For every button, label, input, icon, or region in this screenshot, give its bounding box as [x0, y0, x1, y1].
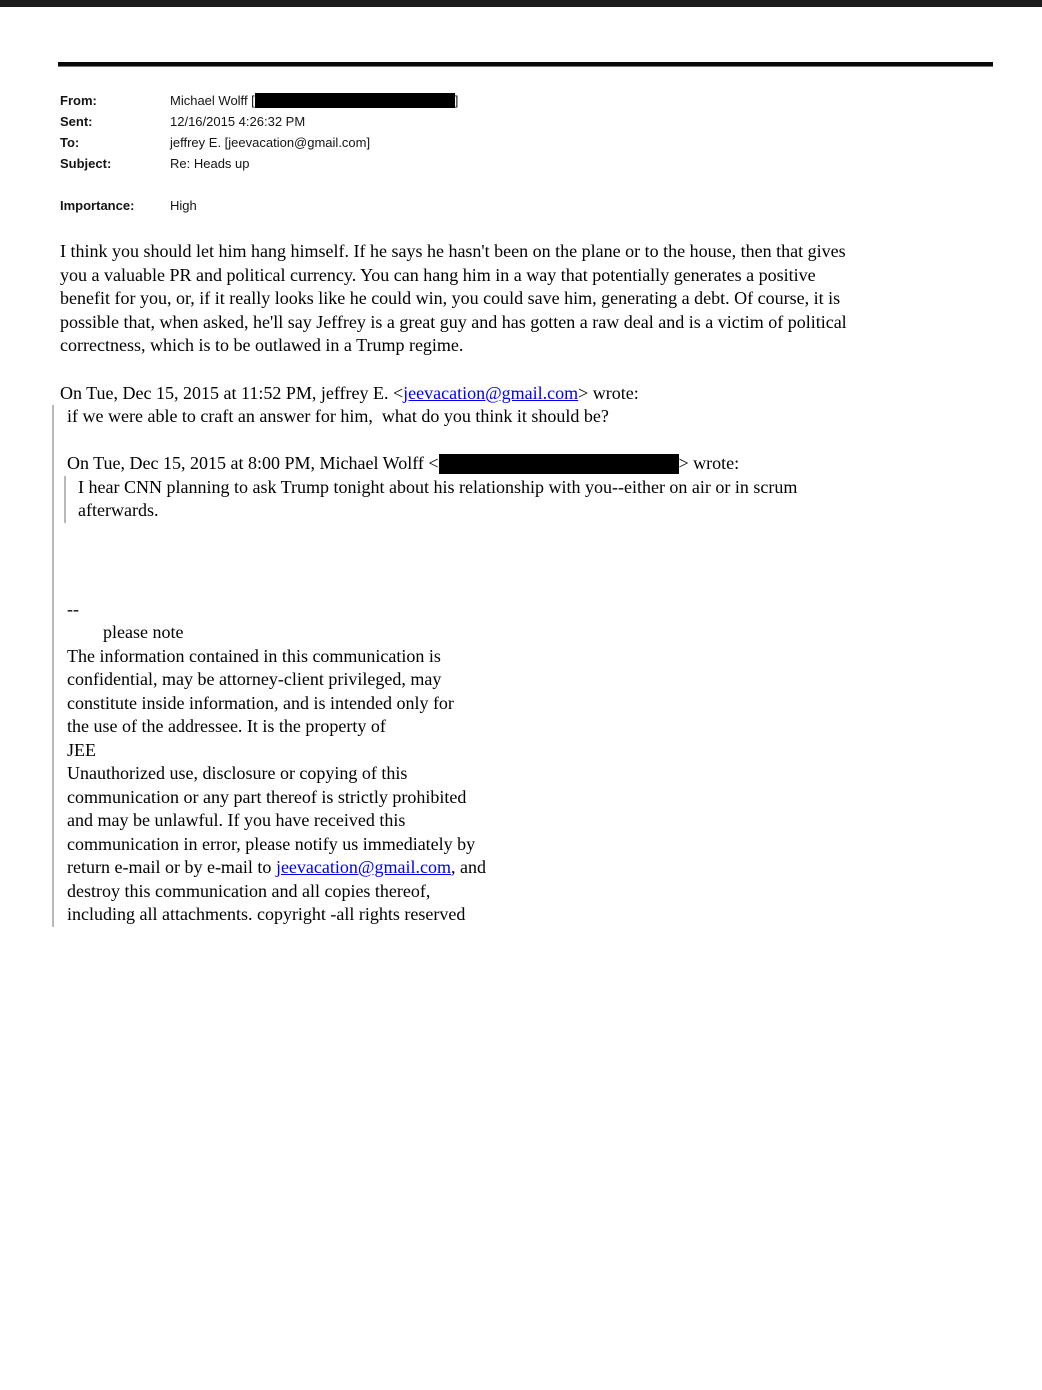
text-line: constitute inside information, and is intended only for — [67, 692, 454, 713]
quote1-text: if we were able to craft an answer for him, what do you think it should be? — [67, 406, 609, 426]
top-border-bar — [0, 0, 1042, 7]
disclaimer-part2 — [67, 880, 957, 927]
quoted-reply-level2 — [64, 476, 957, 523]
message-paragraph — [60, 240, 957, 358]
quote2-text — [78, 476, 957, 523]
redaction-bar — [255, 93, 455, 108]
email-link[interactable]: jeevacation@gmail.com — [403, 382, 579, 403]
blank-line — [67, 429, 957, 453]
text-line: I hear CNN planning to ask Trump tonight about his relationship with you--either on air or in scrum — [78, 476, 798, 497]
subject-value: Re: Heads up — [170, 156, 250, 171]
email-body — [60, 240, 957, 927]
text-line: communication or any part thereof is strictly prohibited — [67, 786, 467, 807]
signature-block — [67, 598, 957, 927]
disclaimer-part1 — [67, 645, 957, 857]
header-field-subject — [60, 153, 957, 174]
header-field-sent — [60, 111, 957, 132]
quote2-attribution: On Tue, Dec 15, 2015 at 8:00 PM, Michael Wolff < > wrote: — [67, 453, 740, 473]
header-field-to — [60, 132, 957, 153]
text-line: benefit for you, or, if it really looks like he could win, you could save him, generating a debt. Of course, it is — [60, 288, 841, 308]
text-line: and may be unlawful. If you have received this — [67, 810, 406, 830]
text-line: The information contained in this communication is — [67, 645, 441, 666]
header-divider — [58, 62, 993, 67]
text-line: Unauthorized use, disclosure or copying of this — [67, 763, 408, 783]
signature-dashes: -- — [67, 598, 79, 619]
from-label: From: — [60, 93, 97, 108]
sent-label: Sent: — [60, 114, 93, 129]
text-line: destroy this communication and all copies thereof, — [67, 880, 431, 901]
text-line: JEE — [67, 739, 96, 760]
from-value: Michael Wolff [ ] — [170, 93, 459, 108]
disclaimer-link-line: return e-mail or by e-mail to jeevacation@gmail.com, and — [67, 857, 486, 877]
text-line: you a valuable PR and political currency. You can hang him in a way that potentially generates a positive — [60, 264, 816, 285]
email-content — [60, 90, 957, 927]
email-link[interactable]: jeevacation@gmail.com — [275, 857, 451, 877]
header-field-from — [60, 90, 957, 111]
text-line: communication in error, please notify us immediately by — [67, 833, 476, 854]
text-line: the use of the addressee. It is the property of — [67, 716, 386, 736]
text-line: I think you should let him hang himself. If he says he hasn't been on the plane or to the house, then that gives — [60, 241, 846, 261]
signature-note: please note — [67, 622, 184, 642]
quote1-attribution: On Tue, Dec 15, 2015 at 11:52 PM, jeffrey E. <jeevacation@gmail.com> wrote: — [60, 382, 639, 403]
text-line: correctness, which is to be outlawed in a Trump regime. — [60, 335, 464, 355]
quoted-reply-level1 — [52, 405, 957, 927]
to-label: To: — [60, 135, 80, 150]
text-line: possible that, when asked, he'll say Jeffrey is a great guy and has gotten a raw deal and is a victim of political — [60, 311, 847, 332]
header-field-importance — [60, 195, 957, 216]
sent-value: 12/16/2015 4:26:32 PM — [170, 114, 306, 129]
to-value: jeffrey E. [jeevacation@gmail.com] — [170, 135, 371, 150]
text-line: confidential, may be attorney-client privileged, may — [67, 669, 442, 689]
importance-label: Importance: — [60, 198, 135, 213]
text-line: including all attachments. copyright -all rights reserved — [67, 904, 466, 924]
importance-value: High — [170, 198, 197, 213]
redaction-bar — [439, 454, 679, 474]
subject-label: Subject: — [60, 156, 112, 171]
email-header — [60, 90, 957, 216]
text-line: afterwards. — [78, 500, 159, 520]
